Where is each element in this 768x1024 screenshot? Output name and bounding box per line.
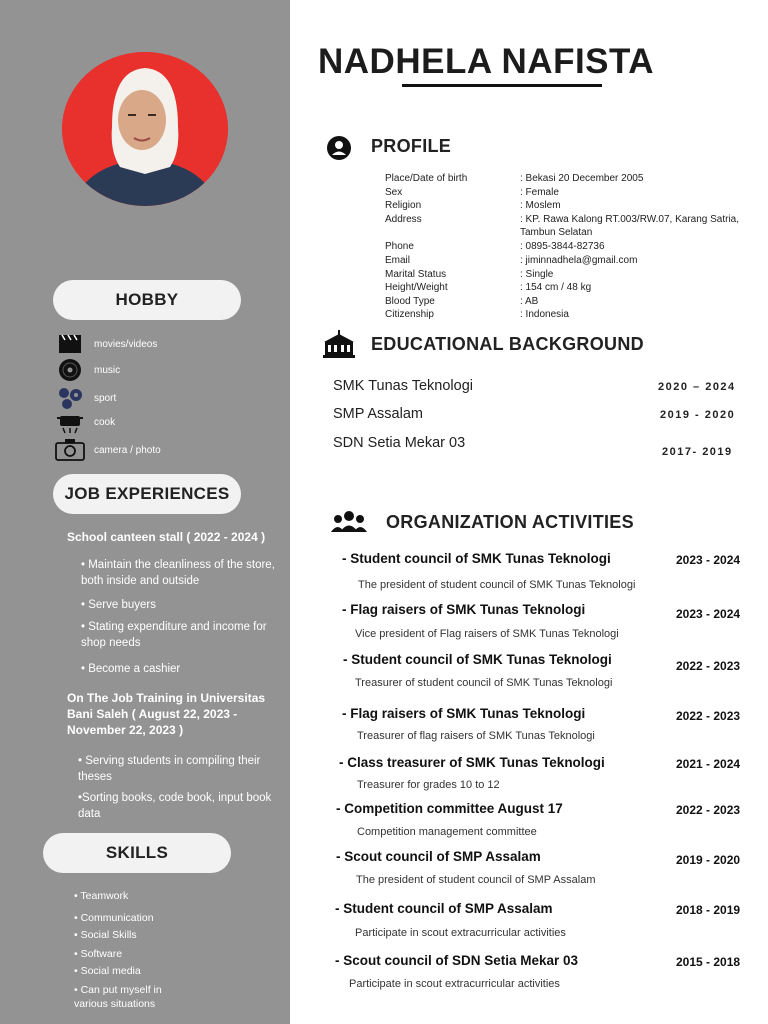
hobby-item <box>54 410 115 434</box>
org-desc: Competition management committee <box>357 826 537 838</box>
education-years: 2020 – 2024 <box>658 381 736 393</box>
org-title: - Competition committee August 17 <box>336 801 563 816</box>
profile-label: Citizenship <box>385 309 434 320</box>
org-years: 2022 - 2023 <box>676 803 741 817</box>
hobby-item <box>54 358 120 382</box>
sport-icon <box>54 386 86 410</box>
skill-item: • Social Skills <box>74 929 137 941</box>
job1-title: School canteen stall ( 2022 - 2024 ) <box>67 530 266 544</box>
job1-bullet: • Become a cashier <box>81 663 181 675</box>
org-title: - Student council of SMK Tunas Teknologi <box>342 551 611 566</box>
org-desc: Treasurer of flag raisers of SMK Tunas Teknologi <box>357 730 595 742</box>
person-photo-icon <box>62 52 228 206</box>
org-title: - Scout council of SDN Setia Mekar 03 <box>335 953 579 968</box>
profile-label: Sex <box>385 187 403 198</box>
profile-value: : AB <box>520 296 539 307</box>
org-years: 2023 - 2024 <box>676 553 741 567</box>
org-years: 2023 - 2024 <box>676 607 741 621</box>
education-years: 2019 - 2020 <box>660 409 736 421</box>
profile-label: Blood Type <box>385 296 435 307</box>
profile-value: : 0895-3844-82736 <box>520 241 605 252</box>
group-people-icon <box>330 510 368 539</box>
education-years: 2017- 2019 <box>662 446 733 458</box>
org-years: 2019 - 2020 <box>676 853 741 867</box>
hobby-label: cook <box>94 416 116 428</box>
education-school: SDN Setia Mekar 03 <box>333 435 466 451</box>
profile-value: : Single <box>520 269 554 280</box>
job2-bullet: • Serving students in compiling their theses <box>78 755 261 783</box>
org-years: 2021 - 2024 <box>676 757 741 771</box>
profile-value: : Indonesia <box>520 309 569 320</box>
job1-bullet: • Stating expenditure and income for shop needs <box>81 621 267 649</box>
org-title: - Scout council of SMP Assalam <box>336 849 541 864</box>
user-circle-icon <box>326 135 352 166</box>
profile-photo <box>62 52 228 206</box>
profile-label: Marital Status <box>385 269 447 280</box>
org-desc: Participate in scout extracurricular activities <box>355 927 566 939</box>
profile-label: Address <box>385 214 422 225</box>
job1-bullet: • Serve buyers <box>81 599 156 611</box>
org-desc: Treasurer of student council of SMK Tunas Teknologi <box>355 677 613 689</box>
profile-value: : jiminnadhela@gmail.com <box>520 255 638 266</box>
profile-label: Place/Date of birth <box>385 173 468 184</box>
profile-label: Religion <box>385 200 422 211</box>
org-desc: Vice president of Flag raisers of SMK Tunas Teknologi <box>355 628 619 640</box>
hobby-item <box>54 386 116 410</box>
school-building-icon <box>322 330 356 363</box>
hobby-label: camera / photo <box>94 444 161 456</box>
org-title: - Student council of SMP Assalam <box>335 901 553 916</box>
hobby-item <box>54 438 161 462</box>
org-title: - Student council of SMK Tunas Teknologi <box>343 652 612 667</box>
job-experiences-heading: JOB EXPERIENCES <box>53 474 241 514</box>
profile-value: : Female <box>520 187 559 198</box>
org-years: 2018 - 2019 <box>676 903 741 917</box>
org-desc: The president of student council of SMP Assalam <box>356 874 596 886</box>
profile-label: Height/Weight <box>385 282 448 293</box>
education-school: SMP Assalam <box>333 406 423 422</box>
job1-bullet: • Maintain the cleanliness of the store, both inside and outside <box>81 559 275 587</box>
vinyl-record-icon <box>54 358 86 382</box>
profile-value: : 154 cm / 48 kg <box>520 282 592 293</box>
name-underline <box>402 84 602 87</box>
skill-item: • Software <box>74 948 123 960</box>
hobby-label: music <box>94 364 121 376</box>
hobby-item <box>54 332 157 356</box>
org-years: 2015 - 2018 <box>676 955 741 969</box>
skill-item: • Communication <box>74 912 154 924</box>
org-years: 2022 - 2023 <box>676 659 741 673</box>
org-title: - Class treasurer of SMK Tunas Teknologi <box>339 755 605 770</box>
full-name: NADHELA NAFISTA <box>318 42 655 81</box>
education-school: SMK Tunas Teknologi <box>333 378 473 394</box>
hobby-heading: HOBBY <box>53 280 241 320</box>
profile-heading: PROFILE <box>371 136 452 156</box>
cooking-pot-icon <box>54 410 86 434</box>
org-desc: Treasurer for grades 10 to 12 <box>357 779 500 791</box>
hobby-label: movies/videos <box>94 338 158 350</box>
job2-title: On The Job Training in Universitas Bani Saleh ( August 22, 2023 - November 22, 2023 ) <box>67 691 266 737</box>
skill-item: • Can put myself in various situations <box>74 984 162 1010</box>
camera-icon <box>54 438 86 462</box>
skill-item: • Teamwork <box>74 890 129 902</box>
profile-value: : KP. Rawa Kalong RT.003/RW.07, Karang Satria, Tambun Selatan <box>520 214 740 238</box>
org-desc: The president of student council of SMK Tunas Teknologi <box>358 579 636 591</box>
education-heading: EDUCATIONAL BACKGROUND <box>371 334 644 354</box>
skill-item: • Social media <box>74 965 141 977</box>
profile-value: : Moslem <box>520 200 561 211</box>
job2-bullet: •Sorting books, code book, input book data <box>78 792 272 820</box>
org-desc: Participate in scout extracurricular activities <box>349 978 560 990</box>
profile-label: Phone <box>385 241 414 252</box>
org-title: - Flag raisers of SMK Tunas Teknologi <box>342 706 586 721</box>
sidebar <box>0 0 290 1024</box>
profile-value: : Bekasi 20 December 2005 <box>520 173 644 184</box>
skills-heading: SKILLS <box>43 833 231 873</box>
profile-label: Email <box>385 255 411 266</box>
clapperboard-icon <box>54 332 86 356</box>
org-years: 2022 - 2023 <box>676 709 741 723</box>
hobby-label: sport <box>94 392 117 404</box>
org-title: - Flag raisers of SMK Tunas Teknologi <box>342 602 586 617</box>
organization-heading: ORGANIZATION ACTIVITIES <box>386 512 634 532</box>
